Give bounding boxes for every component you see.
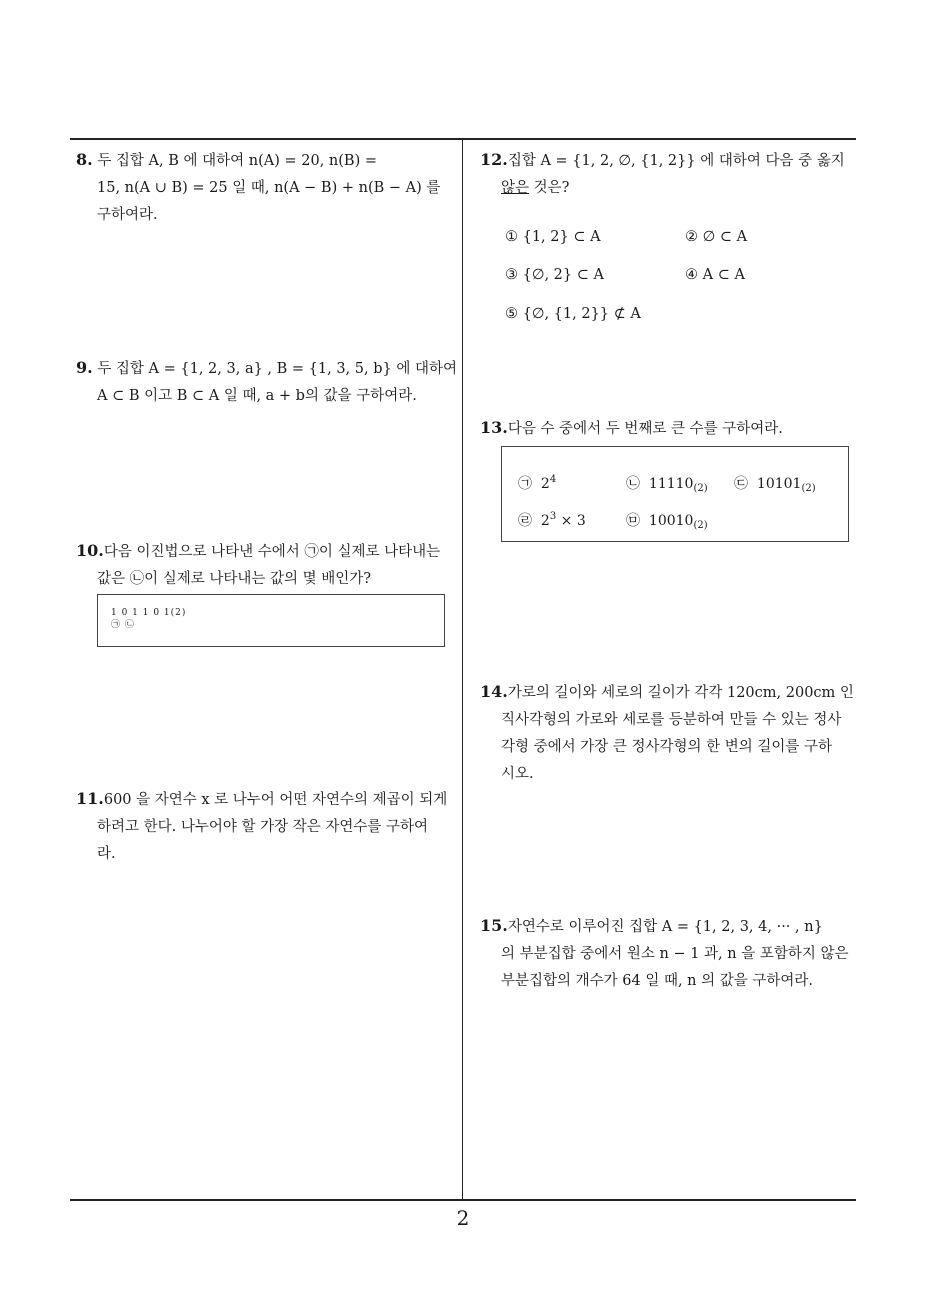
bottom-rule bbox=[70, 1199, 856, 1201]
question-text-line: 자연수로 이루어진 집합 A = {1, 2, 3, 4, ··· , n} bbox=[507, 919, 823, 935]
question-number: 8. bbox=[76, 150, 93, 169]
question-13 bbox=[480, 414, 783, 443]
top-rule bbox=[70, 138, 856, 140]
question-number: 15. bbox=[480, 916, 508, 935]
option-3: ③ {∅, 2} ⊂ A bbox=[505, 267, 604, 283]
question-text-line: 직사각형의 가로와 세로를 등분하여 만들 수 있는 정사 bbox=[501, 712, 842, 728]
question-10 bbox=[76, 537, 440, 593]
question-9 bbox=[76, 354, 457, 410]
page-number: 2 bbox=[456, 1206, 470, 1230]
question-number: 14. bbox=[480, 682, 508, 701]
choice-marker: ㉠ bbox=[518, 476, 532, 492]
question-number: 13. bbox=[480, 418, 508, 437]
question-15 bbox=[480, 912, 849, 995]
choice-item: ㉣ $2^3 \times 3$ bbox=[518, 511, 586, 529]
choice-item: ㉢ $10101_{(2)}$ bbox=[734, 476, 816, 494]
option-1: ① {1, 2} ⊂ A bbox=[505, 229, 601, 245]
choice-item: ㉡ $11110_{(2)}$ bbox=[626, 476, 708, 494]
question-text-line: 부분집합의 개수가 64 일 때, n 의 값을 구하여라. bbox=[501, 973, 813, 989]
column-divider bbox=[462, 139, 463, 1200]
question-text-line: 의 부분집합 중에서 원소 n − 1 과, n 을 포함하지 않은 bbox=[501, 946, 849, 962]
binary-number-box bbox=[97, 594, 445, 647]
question-text-line: 시오. bbox=[501, 766, 534, 782]
question-12 bbox=[480, 146, 845, 202]
option-4: ④ A ⊂ A bbox=[685, 267, 745, 283]
question-number: 11. bbox=[76, 789, 104, 808]
choice-marker: ㉡ bbox=[626, 476, 640, 492]
question-text-line: 집합 A = {1, 2, ∅, {1, 2}} 에 대하여 다음 중 옳지 bbox=[507, 153, 845, 169]
question-8 bbox=[76, 146, 440, 229]
choice-marker: ㉣ bbox=[518, 513, 532, 529]
question-text-line: 구하여라. bbox=[97, 207, 158, 223]
question-text-line: 다음 이진법으로 나타낸 수에서 ㉠이 실제로 나타내는 bbox=[103, 544, 441, 560]
question-number: 12. bbox=[480, 150, 508, 169]
question-text-line: A ⊂ B 이고 B ⊂ A 일 때, a + b의 값을 구하여라. bbox=[97, 388, 417, 404]
choice-item: ㉤ $10010_{(2)}$ bbox=[626, 513, 708, 531]
question-text-line: 15, n(A ∪ B) = 25 일 때, n(A − B) + n(B − A) 를 bbox=[97, 180, 441, 196]
question-text-line: 것은? bbox=[529, 180, 570, 196]
question-number: 10. bbox=[76, 541, 104, 560]
question-text-line: 600 을 자연수 x 로 나누어 어떤 자연수의 제곱이 되게 bbox=[103, 792, 448, 808]
option-5: ⑤ {∅, {1, 2}} ⊄ A bbox=[505, 306, 641, 322]
question-number: 9. bbox=[76, 358, 93, 377]
question-text-line: 각형 중에서 가장 큰 정사각형의 한 변의 길이를 구하 bbox=[501, 739, 833, 755]
question-text-line: 다음 수 중에서 두 번째로 큰 수를 구하여라. bbox=[507, 421, 783, 437]
question-text-line: 가로의 길이와 세로의 길이가 각각 120cm, 200cm 인 bbox=[507, 685, 854, 701]
question-14 bbox=[480, 678, 854, 788]
choice-item: ㉠ $2^4$ bbox=[518, 474, 557, 492]
option-2: ② ∅ ⊂ A bbox=[685, 229, 748, 245]
question-text-line: 하려고 한다. 나누어야 할 가장 작은 자연수를 구하여 bbox=[97, 819, 429, 835]
underlined-word: 않은 bbox=[501, 180, 530, 196]
digit-markers: ㉠ ㉡ bbox=[111, 620, 135, 630]
choice-marker: ㉢ bbox=[734, 476, 748, 492]
choice-marker: ㉤ bbox=[626, 513, 640, 529]
binary-digits: 1 0 1 1 0 1(2) bbox=[111, 608, 187, 618]
question-text-line: 두 집합 A, B 에 대하여 n(A) = 20, n(B) = bbox=[97, 153, 377, 169]
question-text-line: 라. bbox=[97, 846, 116, 862]
q13-choices-box bbox=[501, 446, 849, 542]
question-11 bbox=[76, 785, 447, 868]
question-text-line: 값은 ㉡이 실제로 나타내는 값의 몇 배인가? bbox=[97, 571, 372, 587]
question-text-line: 두 집합 A = {1, 2, 3, a} , B = {1, 3, 5, b} 에 대하여 bbox=[97, 361, 457, 377]
